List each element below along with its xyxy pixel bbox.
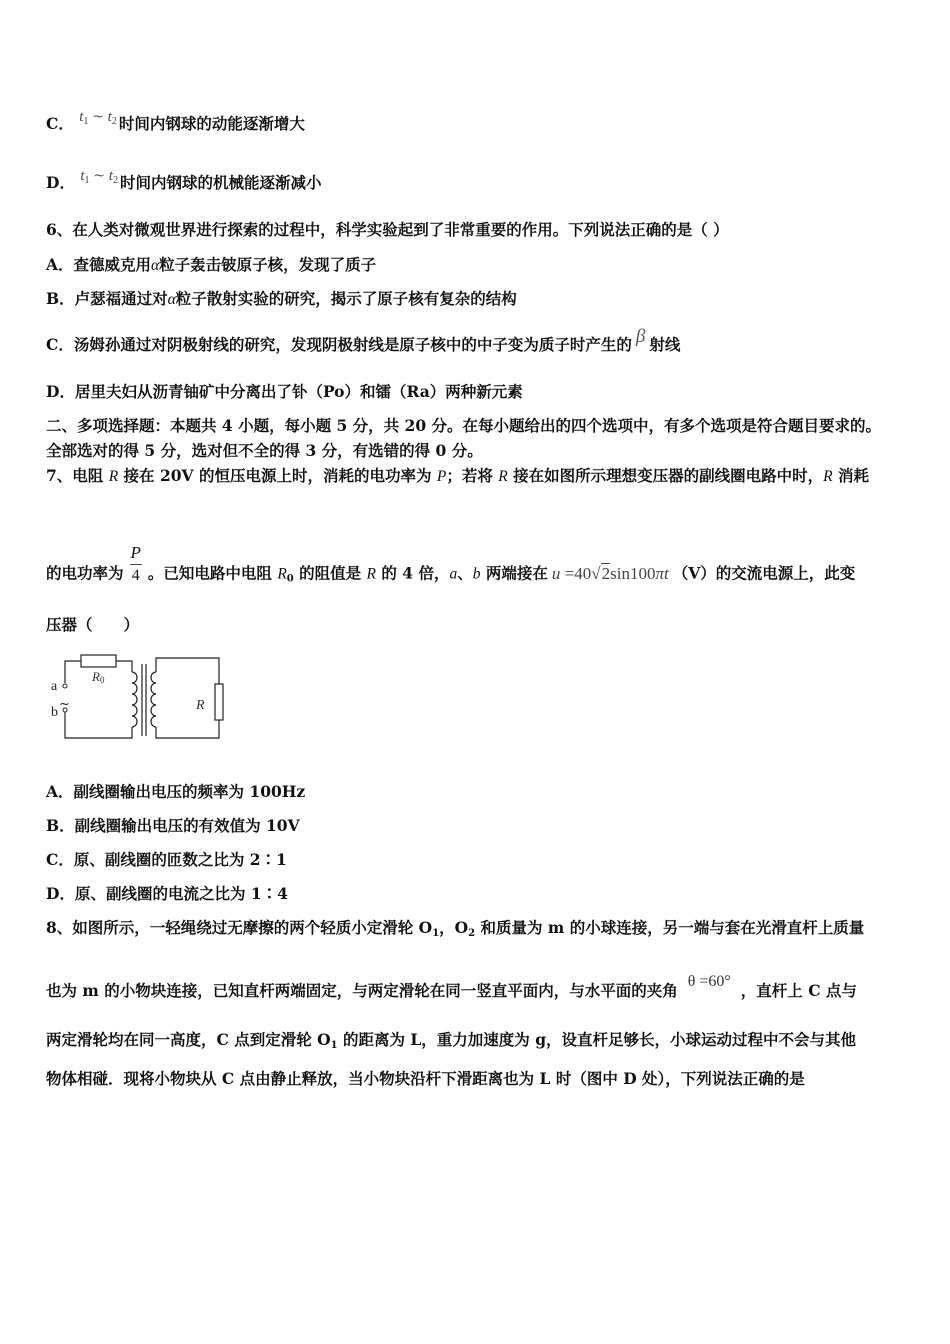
label-r: R	[196, 698, 205, 713]
primary-wire-bottom	[65, 712, 132, 738]
q5-option-d-letter: D．	[46, 173, 75, 192]
q6-option-b: B．卢瑟福通过对α粒子散射实验的研究，揭示了原子核有复杂的结构	[46, 289, 517, 308]
q6-option-a: A．查德威克用α粒子轰击铍原子核，发现了质子	[46, 255, 377, 274]
ac-source-symbol: ~	[59, 697, 70, 712]
q5-option-c-time-range: $t_1$ ~ $t_2$	[79, 109, 117, 127]
q8-stem-line-2: 也为 m 的小物块连接，已知直杆两端固定，与两定滑轮在同一竖直平面内，与水平面的夹角 θ =60° ，直杆上 C 点与	[46, 973, 857, 1000]
power-fraction: $\frac{P}{4}$	[130, 543, 141, 584]
transformer-circuit-diagram	[46, 650, 236, 745]
q5-option-d	[46, 168, 322, 199]
q8-stem-line-3: 两定滑轮均在同一高度，C 点到定滑轮 $O_1$ 的距离为 L，重力加速度为 g，设直杆足够长，小球运动过程中不会与其他	[46, 1030, 857, 1051]
q5-option-d-time-range: $t_1$ ~ $t_2$	[80, 168, 118, 186]
alpha-symbol: α	[151, 257, 160, 274]
q7-option-d: D．原、副线圈的电流之比为 1∶4	[46, 884, 288, 903]
voltage-equation: u =40√2sin100πt	[551, 563, 669, 583]
q7-stem-line-1: 7、电阻 R 接在 20V 的恒压电源上时，消耗的电功率为 P；若将 R 接在如图所示理想变压器的副线圈电路中时，R 消耗	[46, 466, 869, 485]
resistor-r0	[81, 655, 116, 667]
q5-option-d-text: 时间内钢球的机械能逐渐减小	[119, 173, 322, 192]
resistor-r	[215, 684, 223, 720]
secondary-wire-bottom	[156, 720, 219, 738]
q6-option-c: C．汤姆孙通过对阴极射线的研究，发现阴极射线是原子核中的中子变为质子时产生的 β 射线	[46, 326, 681, 354]
q6-stem: 6、在人类对微观世界进行探索的过程中，科学实验起到了非常重要的作用。下列说法正确的是（ ）	[46, 220, 729, 239]
q5-option-c	[46, 109, 305, 140]
section-2-instructions-line-1: 二、多项选择题：本题共 4 小题，每小题 5 分，共 20 分。在每小题给出的四个选项中，有多个选项是符合题目要求的。	[46, 416, 882, 435]
q6-option-d: D．居里夫妇从沥青铀矿中分离出了钋（Po）和镭（Ra）两种新元素	[46, 382, 523, 401]
q7-option-a: A．副线圈输出电压的频率为 100Hz	[46, 782, 306, 801]
primary-wire-top-right	[116, 661, 132, 672]
section-2-instructions-line-2: 全部选对的得 5 分，选对但不全的得 3 分，有选错的得 0 分。	[46, 441, 483, 460]
beta-symbol: β	[635, 326, 646, 347]
label-r0: R0	[92, 669, 105, 685]
terminal-a	[63, 684, 67, 688]
q8-stem-line-1: 8、如图所示，一轻绳绕过无摩擦的两个轻质小定滑轮 $O_1$，$O_2$ 和质量为 m 的小球连接，另一端与套在光滑直杆上质量	[46, 918, 865, 939]
q5-option-c-letter: C．	[46, 114, 74, 133]
q7-stem-line-2: 的电功率为 $\frac{P}{4}$ 。已知电路中电阻 $R_0$ 的阻值是 R 的 4 倍，a、b 两端接在 u =40√2sin100πt （V）的交流电源上，此变	[46, 543, 856, 585]
q7-option-b: B．副线圈输出电压的有效值为 10V	[46, 816, 300, 835]
label-b: b	[51, 705, 58, 720]
secondary-coil	[151, 672, 156, 727]
angle-theta: θ =60°	[687, 973, 731, 990]
label-a: a	[51, 679, 58, 694]
primary-wire-top-left	[65, 661, 81, 683]
q7-stem-line-3: 压器（ ）	[46, 615, 140, 634]
q8-stem-line-4: 物体相碰．现将小物块从 C 点由静止释放，当小物块沿杆下滑距离也为 L 时（图中 D 处），下列说法正确的是	[46, 1069, 805, 1088]
q7-option-c: C．原、副线圈的匝数之比为 2∶1	[46, 850, 287, 869]
primary-coil	[132, 672, 137, 727]
secondary-wire-top	[156, 658, 219, 684]
alpha-symbol: α	[167, 291, 176, 308]
q5-option-c-text: 时间内钢球的动能逐渐增大	[118, 114, 305, 133]
